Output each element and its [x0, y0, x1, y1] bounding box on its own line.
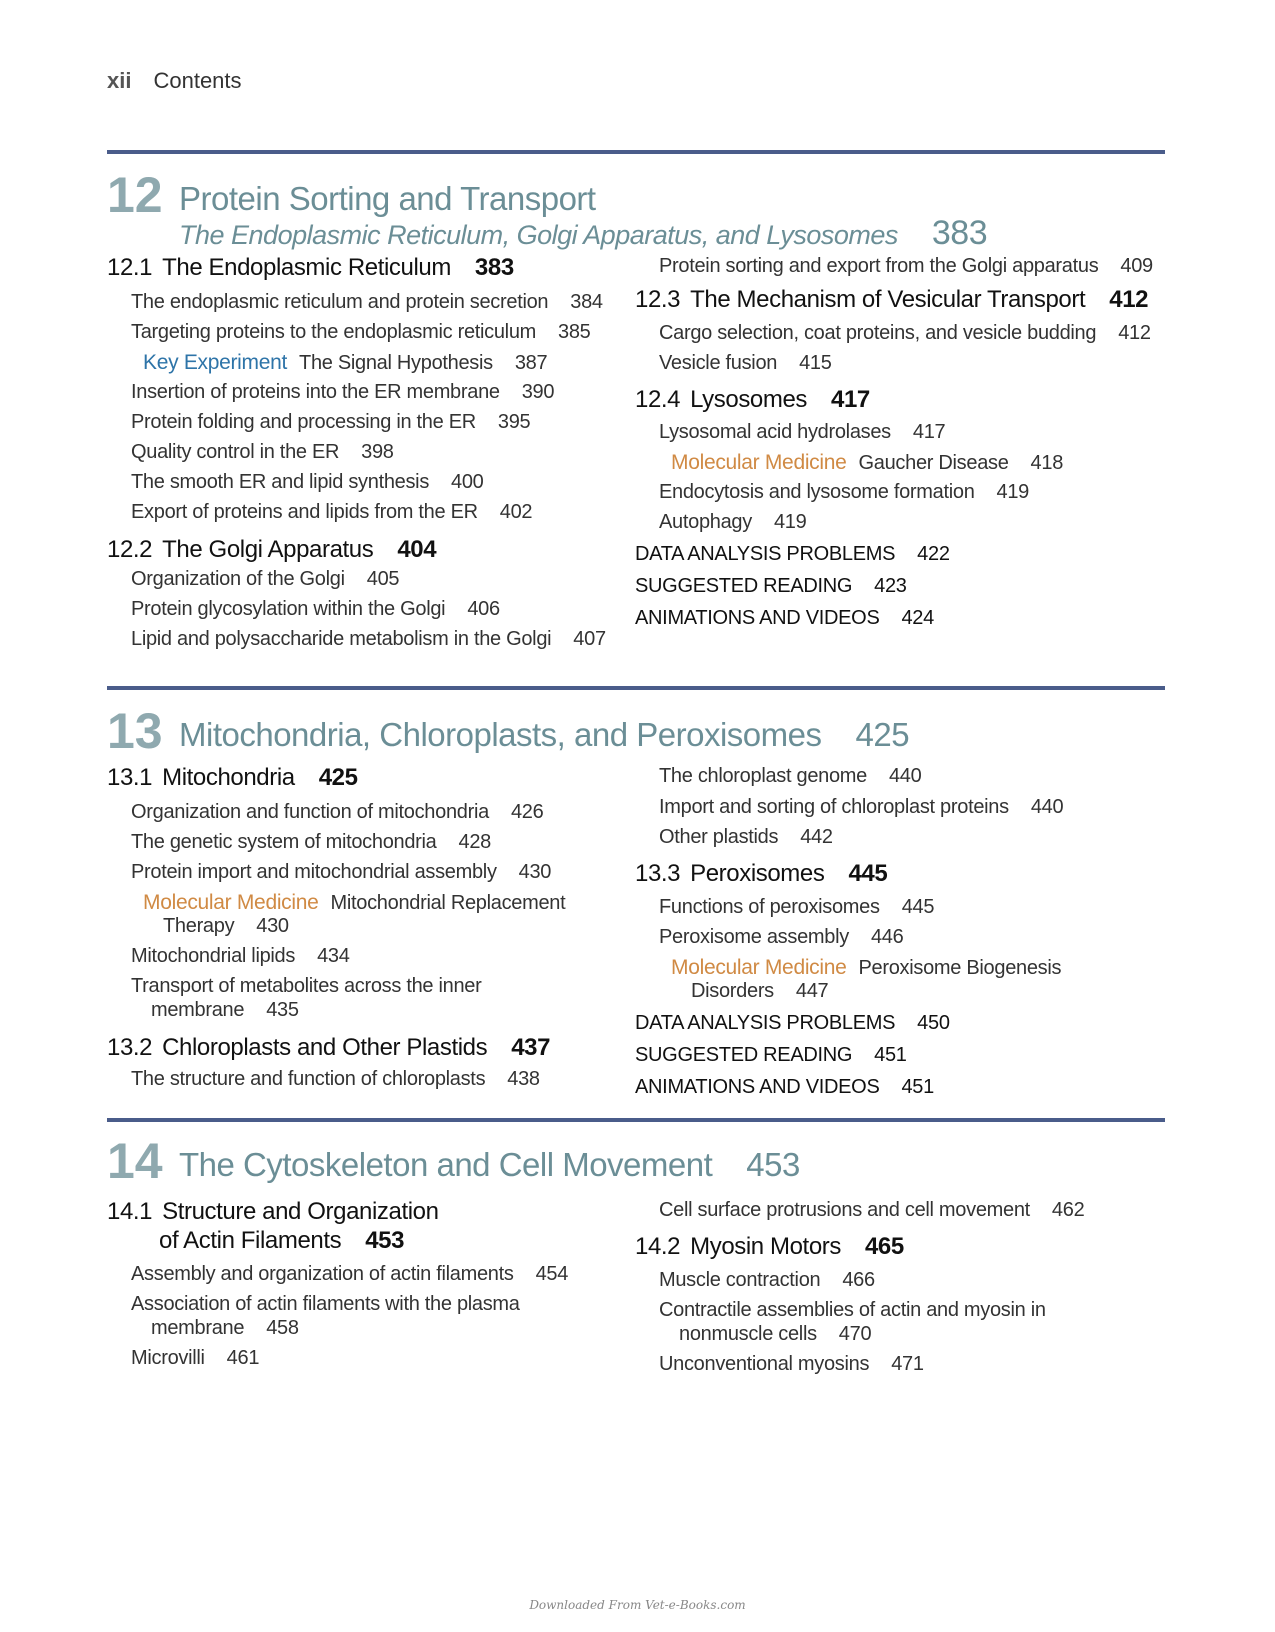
entry-title: The structure and function of chloroplasts [131, 1068, 486, 1090]
entry-page: 458 [266, 1317, 299, 1339]
entry-title: The smooth ER and lipid synthesis [131, 471, 430, 493]
toc-backmatter [635, 1013, 950, 1033]
section-page: 383 [474, 254, 514, 281]
section-page: 404 [397, 536, 437, 563]
toc-entry [131, 862, 551, 882]
section-page: 437 [511, 1034, 551, 1061]
entry-page: 412 [1118, 322, 1151, 344]
toc-entry [659, 1300, 1046, 1320]
entry-title: The genetic system of mitochondria [131, 831, 437, 853]
chapter-number: 13 [107, 703, 163, 759]
toc-section [107, 1200, 439, 1224]
chapter-13 [107, 686, 1165, 1098]
entry-page: 415 [799, 352, 832, 374]
section-title: Structure and Organization [162, 1198, 439, 1225]
chapter-page: 425 [855, 716, 910, 753]
chapter-subtitle [179, 216, 987, 250]
entry-page: 440 [888, 765, 922, 787]
entry-title: Protein import and mitochondrial assembly [131, 861, 497, 883]
chapter-rule [107, 686, 1165, 690]
entry-title: Cargo selection, coat proteins, and vesicle budding [659, 322, 1097, 344]
entry-page: 438 [507, 1068, 540, 1090]
toc-entry [131, 629, 606, 649]
feature-title: The Signal Hypothesis [299, 352, 493, 374]
entry-page: 440 [1030, 796, 1064, 818]
toc-backmatter [635, 608, 934, 628]
backmatter-label: SUGGESTED READING [635, 1044, 853, 1066]
chapter-title [179, 182, 596, 215]
section-number: 12.1 [107, 254, 153, 281]
section-title: The Golgi Apparatus [162, 536, 374, 563]
entry-title-continued: nonmuscle cells [679, 1323, 817, 1345]
download-watermark: Downloaded From Vet-e-Books.com [529, 1598, 746, 1612]
toc-entry [131, 472, 484, 492]
toc-section [107, 766, 358, 790]
page-number: xii [107, 68, 132, 93]
entry-page: 470 [838, 1323, 872, 1345]
entry-page: 466 [842, 1269, 875, 1291]
entry-title: Mitochondrial lipids [131, 945, 296, 967]
toc-entry [659, 897, 934, 917]
entry-page: 426 [510, 801, 544, 823]
section-title: The Endoplasmic Reticulum [162, 254, 451, 281]
toc-feature [143, 892, 565, 913]
chapter-title-text: Mitochondria, Chloroplasts, and Peroxisomes [179, 716, 822, 753]
entry-title: Assembly and organization of actin filaments [131, 1263, 514, 1285]
entry-page: 385 [558, 321, 591, 343]
chapter-title-text: The Cytoskeleton and Cell Movement [179, 1146, 713, 1183]
section-title: Chloroplasts and Other Plastids [162, 1034, 488, 1061]
entry-title: Microvilli [131, 1347, 205, 1369]
entry-page: 419 [773, 511, 807, 533]
entry-page: 395 [497, 411, 531, 433]
toc-feature [143, 352, 547, 373]
toc-backmatter [635, 1077, 934, 1097]
entry-title: Peroxisome assembly [659, 926, 849, 948]
feature-page: 430 [256, 915, 289, 937]
toc-entry-continued [679, 1324, 871, 1344]
chapter-page: 383 [931, 214, 988, 252]
running-head-label: Contents [153, 68, 242, 93]
toc-entry [659, 256, 1153, 276]
toc-section [635, 1235, 904, 1259]
entry-title: Muscle contraction [659, 1269, 821, 1291]
entry-title: The endoplasmic reticulum and protein secretion [131, 291, 549, 313]
toc-feature [671, 957, 1061, 978]
entry-title: The chloroplast genome [659, 765, 867, 787]
toc-entry [131, 599, 500, 619]
chapter-rule [107, 1118, 1165, 1122]
toc-entry [131, 832, 491, 852]
toc-entry [131, 1069, 540, 1089]
toc-entry [659, 927, 903, 947]
backmatter-page: 423 [874, 575, 907, 597]
section-page: 465 [864, 1233, 904, 1260]
entry-title: Targeting proteins to the endoplasmic reticulum [131, 321, 537, 343]
chapter-title [179, 718, 909, 751]
toc-entry [659, 323, 1151, 343]
entry-page: 430 [518, 861, 552, 883]
section-number: 13.1 [107, 764, 153, 791]
toc-entry [659, 1270, 875, 1290]
running-head [107, 68, 242, 94]
toc-feature-continued [691, 981, 828, 1001]
section-page: 445 [848, 860, 888, 887]
toc-entry [131, 1348, 259, 1368]
entry-page: 398 [361, 441, 394, 463]
chapter-subtitle-text: The Endoplasmic Reticulum, Golgi Apparatus, and Lysosomes [179, 220, 898, 250]
feature-label: Molecular Medicine [671, 956, 847, 979]
toc-entry [659, 797, 1063, 817]
toc-entry [659, 766, 921, 786]
chapter-page: 453 [746, 1146, 800, 1183]
section-title-continued: of Actin Filaments [159, 1227, 342, 1254]
toc-entry-continued [151, 1318, 299, 1338]
feature-label: Molecular Medicine [143, 891, 319, 914]
entry-page: 446 [870, 926, 904, 948]
backmatter-page: 450 [917, 1012, 950, 1034]
section-page: 412 [1109, 286, 1149, 313]
entry-title: Endocytosis and lysosome formation [659, 481, 975, 503]
toc-entry [131, 802, 543, 822]
entry-page: 407 [573, 628, 606, 650]
section-number: 12.3 [635, 286, 681, 313]
toc-section [635, 862, 887, 886]
entry-page: 435 [266, 999, 299, 1021]
toc-backmatter [635, 544, 950, 564]
entry-title: Protein folding and processing in the ER [131, 411, 476, 433]
entry-title: Organization of the Golgi [131, 568, 345, 590]
entry-title: Quality control in the ER [131, 441, 340, 463]
chapter-number: 12 [107, 167, 163, 223]
entry-page: 461 [226, 1347, 260, 1369]
backmatter-page: 451 [874, 1044, 907, 1066]
entry-page: 406 [467, 598, 500, 620]
chapter-12 [107, 150, 1165, 650]
toc-entry-continued [151, 1000, 299, 1020]
section-title: Lysosomes [690, 386, 808, 413]
entry-page: 419 [996, 481, 1029, 503]
toc-backmatter [635, 576, 907, 596]
toc-entry [131, 976, 481, 996]
feature-page: 447 [795, 980, 829, 1002]
entry-page: 417 [912, 421, 946, 443]
feature-title: Gaucher Disease [858, 452, 1009, 474]
feature-title: Peroxisome Biogenesis [858, 957, 1062, 979]
toc-entry [131, 382, 554, 402]
toc-backmatter [635, 1045, 907, 1065]
feature-page: 387 [514, 352, 548, 374]
toc-section [635, 288, 1148, 312]
chapter-number: 14 [107, 1133, 163, 1189]
feature-page: 418 [1030, 452, 1064, 474]
section-number: 14.1 [107, 1198, 153, 1225]
entry-page: 384 [570, 291, 603, 313]
entry-title: Other plastids [659, 826, 779, 848]
section-number: 13.3 [635, 860, 681, 887]
toc-feature-continued [163, 916, 289, 936]
section-page: 425 [318, 764, 358, 791]
backmatter-label: ANIMATIONS AND VIDEOS [635, 1076, 880, 1098]
section-number: 13.2 [107, 1034, 153, 1061]
entry-title: Autophagy [659, 511, 752, 533]
section-title: Myosin Motors [690, 1233, 841, 1260]
feature-title: Mitochondrial Replacement [330, 892, 566, 914]
section-title: The Mechanism of Vesicular Transport [690, 286, 1086, 313]
section-title: Peroxisomes [690, 860, 825, 887]
entry-title-continued: membrane [151, 1317, 245, 1339]
toc-entry [659, 482, 1029, 502]
toc-entry [131, 322, 591, 342]
entry-page: 428 [458, 831, 491, 853]
chapter-rule [107, 150, 1165, 154]
toc-entry [659, 827, 833, 847]
feature-label: Key Experiment [143, 351, 288, 374]
toc-entry [131, 502, 532, 522]
entry-page: 454 [535, 1263, 569, 1285]
entry-title: Protein glycosylation within the Golgi [131, 598, 446, 620]
section-number: 12.2 [107, 536, 153, 563]
entry-page: 434 [317, 945, 350, 967]
feature-title-continued: Disorders [691, 980, 774, 1002]
toc-section [107, 1036, 550, 1060]
toc-entry [659, 1200, 1084, 1220]
section-page: 417 [831, 386, 870, 413]
entry-title: Contractile assemblies of actin and myosin in [659, 1299, 1046, 1321]
backmatter-page: 424 [901, 607, 934, 629]
feature-label: Molecular Medicine [671, 451, 847, 474]
toc-section [107, 256, 514, 280]
section-title: Mitochondria [162, 764, 295, 791]
toc-entry [131, 412, 530, 432]
toc-entry [131, 1264, 568, 1284]
toc-entry [659, 512, 806, 532]
toc-entry [659, 1354, 924, 1374]
backmatter-label: DATA ANALYSIS PROBLEMS [635, 1012, 896, 1034]
section-number: 14.2 [635, 1233, 681, 1260]
toc-entry [659, 422, 945, 442]
entry-title: Insertion of proteins into the ER membrane [131, 381, 500, 403]
toc-entry [131, 442, 394, 462]
toc-section [107, 538, 436, 562]
entry-page: 462 [1051, 1199, 1085, 1221]
entry-page: 390 [521, 381, 555, 403]
entry-page: 400 [451, 471, 484, 493]
backmatter-label: DATA ANALYSIS PROBLEMS [635, 543, 896, 565]
toc-entry [131, 946, 350, 966]
toc-entry [131, 292, 603, 312]
entry-title-continued: membrane [151, 999, 245, 1021]
toc-section-continued [159, 1229, 404, 1253]
backmatter-page: 451 [901, 1076, 934, 1098]
entry-title: Unconventional myosins [659, 1353, 870, 1375]
entry-page: 442 [800, 826, 833, 848]
backmatter-label: SUGGESTED READING [635, 575, 853, 597]
section-number: 12.4 [635, 386, 681, 413]
backmatter-label: ANIMATIONS AND VIDEOS [635, 607, 880, 629]
entry-title: Transport of metabolites across the inner [131, 975, 482, 997]
entry-title: Functions of peroxisomes [659, 896, 880, 918]
backmatter-page: 422 [917, 543, 950, 565]
entry-title: Export of proteins and lipids from the ER [131, 501, 478, 523]
entry-page: 471 [891, 1353, 924, 1375]
entry-title: Vesicle fusion [659, 352, 778, 374]
entry-title: Organization and function of mitochondria [131, 801, 489, 823]
entry-title: Cell surface protrusions and cell movement [659, 1199, 1030, 1221]
entry-title: Association of actin filaments with the plasma [131, 1293, 520, 1315]
feature-title-continued: Therapy [163, 915, 235, 937]
toc-entry [131, 1294, 520, 1314]
toc-feature [671, 452, 1063, 473]
entry-title: Import and sorting of chloroplast proteins [659, 796, 1009, 818]
section-page: 453 [365, 1227, 405, 1254]
entry-page: 445 [901, 896, 935, 918]
toc-entry [659, 353, 832, 373]
toc-section [635, 388, 870, 412]
entry-title: Protein sorting and export from the Golgi apparatus [659, 255, 1099, 277]
entry-page: 405 [366, 568, 400, 590]
chapter-title [179, 1148, 800, 1181]
chapter-14 [107, 1118, 1165, 1375]
toc-entry [131, 569, 399, 589]
entry-page: 402 [499, 501, 533, 523]
entry-title: Lipid and polysaccharide metabolism in the Golgi [131, 628, 552, 650]
chapter-title-text: Protein Sorting and Transport [179, 180, 596, 217]
entry-title: Lysosomal acid hydrolases [659, 421, 891, 443]
entry-page: 409 [1120, 255, 1153, 277]
